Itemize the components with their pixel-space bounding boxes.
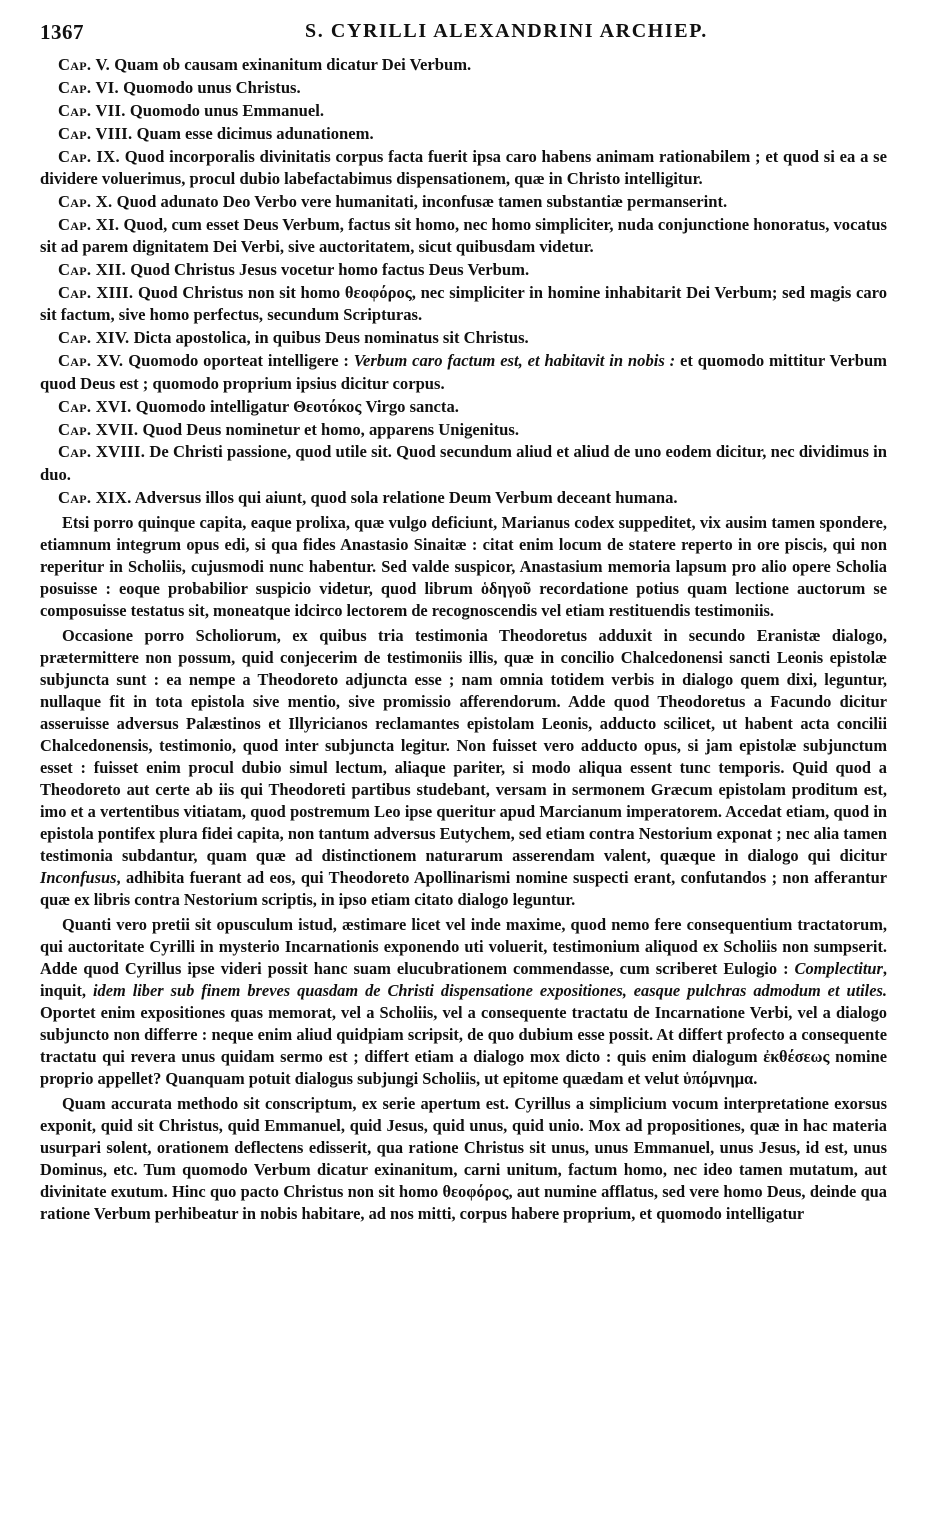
chapter-entry [40, 123, 887, 145]
chapter-label: Cap. V. [58, 55, 111, 74]
paragraph-text: , adhibita fuerant ad eos, qui Theodoreto Apollinarismi nomine suspecti erant, confutandos ; non afferantur quæ ex libris contra Nestorium scriptis, in ipso etiam citato dialogo leguntur. [40, 868, 887, 910]
chapter-title: Quam ob causam exinanitum dicatur Dei Verbum. [114, 55, 472, 74]
chapter-entry [40, 396, 887, 418]
body-paragraph [40, 512, 887, 622]
chapter-title: Quod, cum esset Deus Verbum, factus sit homo, nec homo simpliciter, nuda conjunctione honoratus, vocatus sit ad parem dignitatem Dei Verbi, sive auctoritatem, sicut quibusdam videtur. [40, 214, 887, 257]
chapter-entry [40, 77, 887, 99]
chapter-entry [40, 214, 887, 259]
chapter-label: Cap. XI. [58, 214, 120, 234]
paragraph-italic-quote: Complectitur [794, 959, 883, 979]
chapter-label: Cap. XIV. [58, 328, 130, 348]
chapter-label: Cap. VI. [58, 77, 119, 97]
page-header [40, 20, 887, 54]
chapter-entry [40, 327, 887, 349]
chapter-title-after: et quomodo mittitur Verbum quod Deus est ; quomodo proprium ipsius dicitur corpus. [40, 351, 887, 393]
chapter-title: Adversus illos qui aiunt, quod sola relatione Deum Verbum deceant humana. [134, 487, 678, 507]
chapter-entry [40, 54, 887, 76]
chapter-entry [40, 441, 887, 486]
chapter-entry [40, 487, 887, 509]
chapter-entry [40, 259, 887, 281]
chapter-entry [40, 146, 887, 191]
chapter-title: Quam esse dicimus adunationem. [136, 123, 374, 143]
chapter-label: Cap. X. [58, 191, 113, 211]
running-head: S. CYRILLI ALEXANDRINI ARCHIEP. [305, 20, 708, 42]
chapter-label: Cap. XV. [58, 351, 124, 371]
chapter-title: Dicta apostolica, in quibus Deus nominatus sit Christus. [133, 328, 529, 348]
paragraph-italic-quote: idem liber sub finem breves quasdam de Christi dispensatione expositiones, easque pulchras admodum et utiles. [92, 981, 887, 1001]
chapter-label: Cap. VIII. [58, 123, 133, 143]
chapter-title: Quomodo unus Emmanuel. [129, 100, 325, 120]
chapter-label: Cap. XVIII. [58, 442, 146, 462]
chapter-label: Cap. XII. [58, 260, 127, 280]
chapter-entry [40, 350, 887, 395]
chapter-title: Quomodo intelligatur Θεοτόκος Virgo sancta. [135, 396, 459, 416]
chapter-title: Quomodo unus Christus. [123, 77, 301, 97]
chapter-entry [40, 282, 887, 327]
chapter-title: Quod Christus Jesus vocetur homo factus Deus Verbum. [130, 260, 530, 280]
chapter-entry [40, 419, 887, 441]
chapter-title: Quod Deus nominetur et homo, apparens Unigenitus. [142, 419, 519, 439]
page-number: 1367 [40, 20, 84, 44]
paragraph-text: Etsi porro quinque capita, eaque prolixa, quæ vulgo deficiunt, Marianus codex suppeditet, vix ausim tamen spondere, etiamnum integrum opus edi, si qua fides Anastasio Sinaitæ : citat enim locum de statere reperto in ore piscis, qui non reperitur in Scholiis, cujusmodi nunc habentur. Sed valde suspicor, Anastasium memoria lapsum pro alio opere Scholia posuisse : eoque probabilior suspicio videtur, quod librum ὁδηγοῦ recordatione potius quam lectione auctorum se composuisse testatus sit, moneatque idcirco lectorem de recognoscendis vel etiam restituendis testimoniis. [40, 513, 887, 621]
chapter-title: Quod Christus non sit homo θεοφόρος, nec simpliciter in homine inhabitarit Dei Verbum; sed magis caro sit factum, sive homo perfectus, secundum Scripturas. [40, 283, 887, 325]
chapter-list [40, 54, 887, 509]
chapter-label: Cap. XVI. [58, 396, 132, 416]
chapter-label: Cap. XIX. [58, 487, 132, 507]
chapter-entry [40, 191, 887, 213]
paragraph-text: Quanti vero pretii sit opusculum istud, æstimare licet vel inde maxime, quod nemo fere consequentium tractatorum, qui auctoritate Cyrilli in mysterio Incarnationis exponendo uti voluerit, testimonium aliquod ex Scholiis non sumpserit. Adde quod Cyrillus ipse videri possit hanc suam elucubrationem commendasse, cum scriberet Eulogio : [40, 915, 887, 979]
chapter-title: Quod adunato Deo Verbo vere humanitati, inconfusæ tamen substantiæ permanserint. [116, 191, 728, 211]
paragraph-text: Oportet enim expositiones quas memorat, vel a Scholiis, vel a consequente tractatu de Incarnatione Verbi, vel a dialogo subjuncto non differre : neque enim aliud quidpiam scripsit, de quo dubium esse possit. At differt profecto a consequente tractatu qui revera unus quidam sermo est ; differt etiam a dialogo mox dicto : quis enim dialogum ἐκθέσεως nomine proprio appellet? Quanquam potuit dialogus subjungi Scholiis, ut epitome quædam et velut ὑπόμνημα. [40, 1003, 887, 1089]
chapter-label: Cap. IX. [58, 146, 120, 166]
chapter-title-before: Quomodo oporteat intelligere : [128, 351, 354, 371]
chapter-label: Cap. VII. [58, 100, 126, 120]
chapter-title: De Christi passione, quod utile sit. Quod secundum aliud et aliud de uno eodem dicitur, nec dividimus in duo. [40, 442, 887, 484]
body-paragraph [40, 625, 887, 911]
paragraph-text: , inquit, [40, 959, 887, 1001]
chapter-title-quotation: Verbum caro factum est, et habitavit in nobis : [353, 351, 676, 371]
chapter-entry [40, 100, 887, 122]
body-paragraph [40, 914, 887, 1090]
chapter-label: Cap. XVII. [58, 419, 139, 439]
paragraph-text: Quam accurata methodo sit conscriptum, ex serie apertum est. Cyrillus a simplicium vocum interpretatione exorsus exponit, quid sit Christus, quid Emmanuel, quid Jesus, quid unus, quid unio. Mox ad propositiones, quæ in hac materia usurpari solent, orationem deflectens edisserit, qua ratione Christus sit unus, unus Emmanuel, unus Jesus, id est, unus Dominus, etc. Tum quomodo Verbum dicatur exinanitum, carni unitum, factum homo, nec ideo tamen mutatum, aut divinitate exutum. Hinc quo pacto Christus non sit homo θεοφόρος, aut numine afflatus, sed vere homo Deus, deinde qua ratione Verbum perhibeatur in nobis habitare, ad nos mitti, corpus habere proprium, et quomodo intelligatur [40, 1094, 887, 1224]
chapter-label: Cap. XIII. [58, 283, 134, 303]
paragraph-italic-title: Inconfusus [40, 868, 117, 888]
body-paragraph [40, 1093, 887, 1225]
paragraph-text: Occasione porro Scholiorum, ex quibus tria testimonia Theodoretus adduxit in secundo Eranistæ dialogo, prætermittere non possum, quid conjecerim de testimoniis illis, quæ in concilio Chalcedonensi sancti Leonis epistolæ subjuncta sunt : ea nempe a Theodoreto adjuncta esse ; nam omnia totidem verbis in dialogo quem dixi, leguntur, nullaque fit in tota epistola sive mentio, sive promissio afferendorum. Adde quod Theodoretus a Facundo dicitur asseruisse adversus Palæstinos et Illyricianos reclamantes epistolam Leonis, adducto scilicet, ut habent acta concilii Chalcedonensis, testimonio, quod inter subjuncta legitur. Non fuisset vero adducto opus, si jam epistolæ subjunctum esset : fuisset enim procul dubio simul lectum, aliaque pariter, si modo aliqua essent tunc temporis. Quid quod a Theodoreto aut certe ab iis qui Theodoreti partibus studebant, versam in sermonem Græcum epistolam proditum est, imo et a vertentibus vitiatam, quod postremum Leo ipse queritur apud Marcianum imperatorem. Accedat etiam, quod in epistola pontifex plura fidei capita, non tantum adversus Eutychem, sed etiam contra Nestorium exponat ; nec alia tamen testimonia subdantur, quam quæ ad distinctionem naturarum asserendam valent, quæque in dialogo qui dicitur [40, 626, 887, 866]
chapter-title: Quod incorporalis divinitatis corpus facta fuerit ipsa caro habens animam rationabilem ; et quod si ea a se dividere voluerimus, procul dubio labefactabimus dispensationem, quæ in Christo intelligitur. [40, 146, 887, 189]
